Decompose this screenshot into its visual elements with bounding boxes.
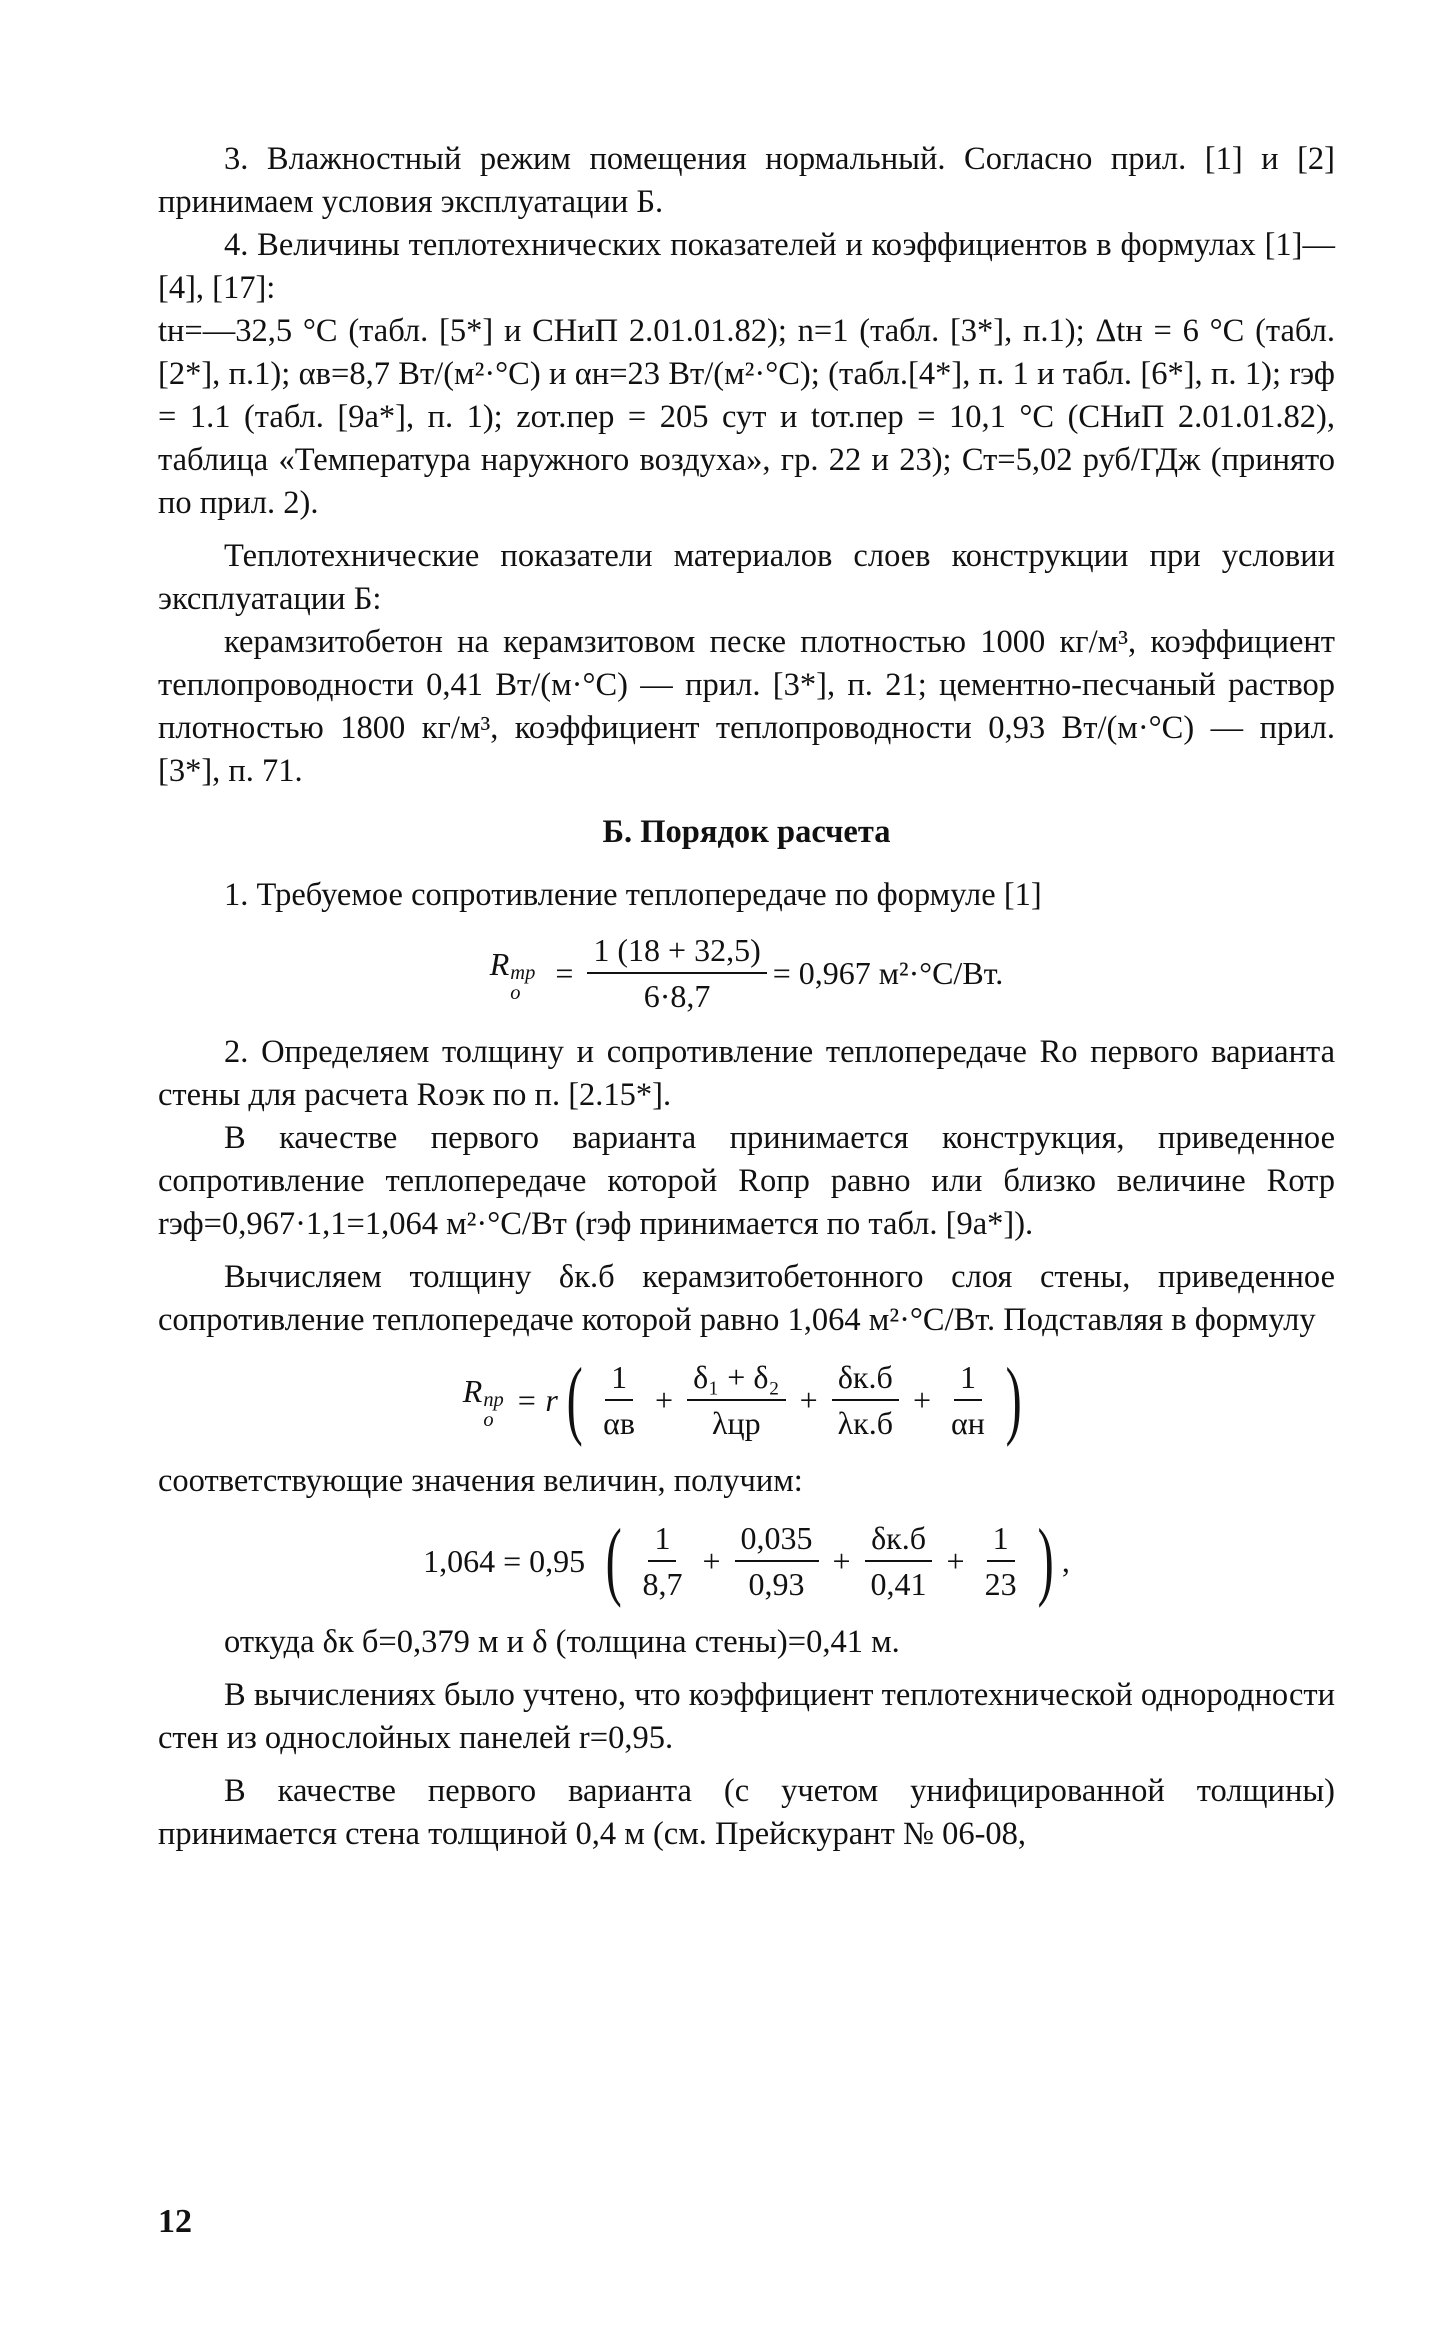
paragraph-values-list: tн=—32,5 °С (табл. [5*] и СНиП 2.01.01.82); n=1 (табл. [3*], п.1); Δtн = 6 °С (табл. [2*], п.1); αв=8,7 Вт/(м²·°С) и αн=23 Вт/(м²·°С); (табл.[4*], п. 1 и табл. [6*], п. 1); rэф = 1.1 (табл. [9а*], п. 1); zот.пер = 205 сут и tот.пер = 10,1 °С (СНиП 2.01.01.82), таблица «Температура наружного воздуха», гр. 22 и 23); Ст=5,02 руб/ГДж (принято по прил. 2).: [158, 313, 1335, 521]
paragraph-result: откуда δк б=0,379 м и δ (толщина стены)=0,41 м.: [224, 1624, 900, 1660]
paragraph-first-variant: В качестве первого варианта принимается конструкция, приведенное сопротивление теплопередаче которой Rопр равно или близко величине Rотр rэф=0,967·1,1=1,064 м²·°С/Вт (rэф принимается по табл. [9а*]).: [158, 1120, 1335, 1242]
paragraph-materials-intro: Теплотехнические показатели материалов слоев конструкции при условии эксплуатации Б:: [158, 538, 1335, 617]
paragraph-wall-choice: В качестве первого варианта (с учетом унифицированной толщины) принимается стена толщиной 0,4 м (см. Прейскурант № 06-08,: [158, 1773, 1335, 1852]
paragraph-substitution: соответствующие значения величин, получим:: [158, 1463, 803, 1499]
section-title: Б. Порядок расчета: [602, 814, 891, 850]
page-number: 12: [158, 2203, 192, 2240]
paragraph-materials-list: керамзитобетон на керамзитовом песке плотностью 1000 кг/м³, коэффициент теплопроводности 0,41 Вт/(м·°С) — прил. [3*], п. 21; цементно-песчаный раствор плотностью 1800 кг/м³, коэффициент теплопроводности 0,93 Вт/(м·°С) — прил. [3*], п. 71.: [158, 624, 1335, 789]
formula-required-resistance: R тр о = $\frac{1 (18 + 32,5)}{6\cdot 8,7}$ = 0,967 м²·°С/Вт.: [489, 932, 1004, 1014]
formula-2-lhs: R пр о: [462, 1373, 504, 1431]
formula-1-numerator: 1 (18 + 32,5): [587, 931, 766, 974]
formula-1-denominator: 6·8,7: [643, 978, 711, 1014]
paragraph-values-intro: 4. Величины теплотехнических показателей и коэффициентов в формулах [1]—[4], [17]:: [158, 227, 1335, 306]
formula-2-equals: = r: [515, 1381, 558, 1418]
formula-1-fraction: [587, 931, 766, 1015]
formula-1-result: = 0,967 м²·°С/Вт.: [772, 954, 1004, 991]
paragraph-thickness-calc: Вычисляем толщину δк.б керамзитобетонного слоя стены, приведенное сопротивление теплопередаче которой равно 1,064 м²·°С/Вт. Подставляя в формулу: [158, 1259, 1335, 1338]
formula-1-lhs: R тр о: [489, 946, 536, 1004]
step-2-text: 2. Определяем толщину и сопротивление теплопередаче Rо первого варианта стены для расчета Rоэк по п. [2.15*].: [158, 1034, 1335, 1113]
formula-substituted: 1,064 = 0,95 ( $\frac{1}{8,7}$ + $\frac{0,035}{0,93}$ + $\frac{\delta к.б}{0,41}$ + $\frac{1}{23}$ ) ,: [423, 1512, 1070, 1609]
paragraph-humidity: 3. Влажностный режим помещения нормальный. Согласно прил. [1] и [2] принимаем условия эксплуатации Б.: [158, 141, 1335, 220]
formula-reduced-resistance: R пр о = r ( $\frac{1}{\alpha в}$ + $\frac{\text{δ₁ + δ₂}}{\text{λцр}}$ + $\frac{\delta к.б}{\lambda к.б}$ + $\frac{1}{\alpha н}$ ): [462, 1351, 1022, 1448]
step-1-text: 1. Требуемое сопротивление теплопередаче по формуле [1]: [224, 877, 1042, 913]
paragraph-homogeneity: В вычислениях было учтено, что коэффициент теплотехнической однородности стен из однослойных панелей r=0,95.: [158, 1677, 1335, 1756]
formula-3-lhs: 1,064 = 0,95: [423, 1542, 586, 1579]
